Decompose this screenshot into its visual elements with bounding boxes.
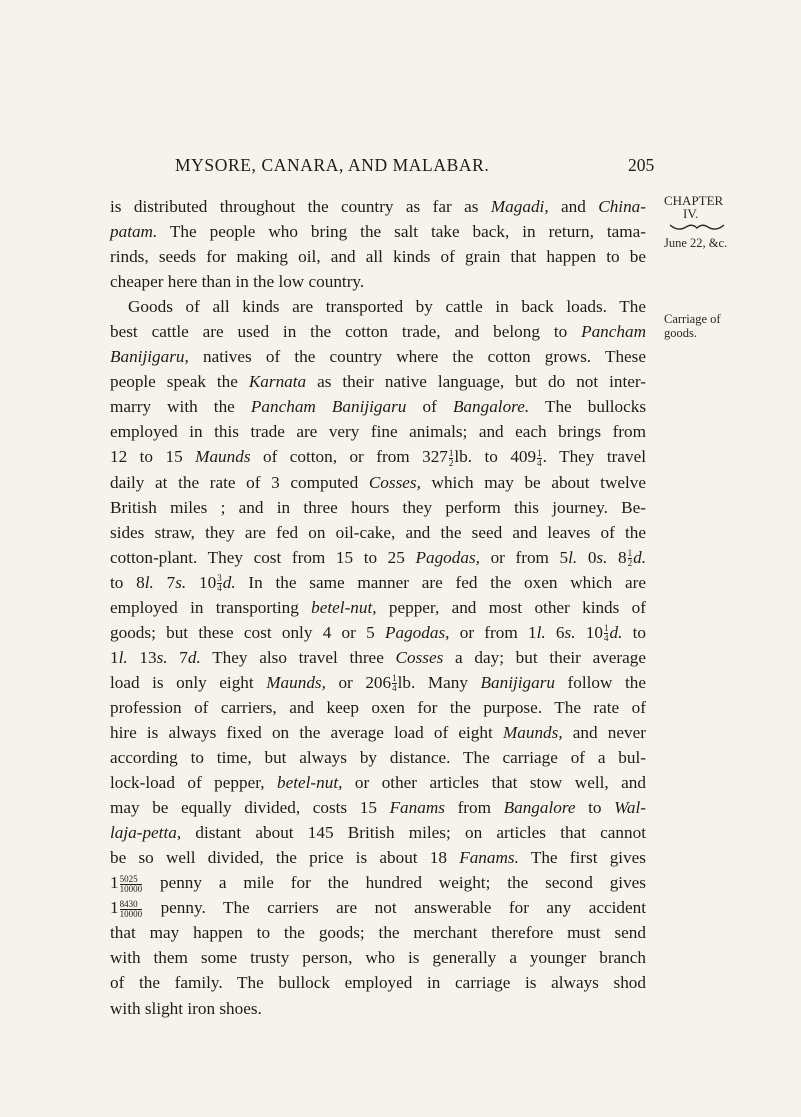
fraction: $\frac{1}{2}$ xyxy=(448,448,454,469)
text-line: rinds, seeds for making oil, and all kinds of grain that happen to be xyxy=(110,247,646,267)
page-number: 205 xyxy=(628,155,655,175)
text-line: according to time, but always by distance. The carriage of a bul- xyxy=(110,748,646,768)
running-title: MYSORE, CANARA, AND MALABAR. xyxy=(175,155,490,175)
text-line: best cattle are used in the cotton trade, and belong to Pancham xyxy=(110,322,646,342)
text-line: Banijigaru, natives of the country where the cotton grows. These xyxy=(110,347,646,367)
text-line: that may happen to the goods; the merchant therefore must send xyxy=(110,923,646,943)
text-line: sides straw, they are fed on oil-cake, and the seed and leaves of the xyxy=(110,522,646,542)
text-line: cheaper here than in the low country. xyxy=(110,272,365,292)
fraction: $\frac{3}{4}$ xyxy=(217,573,222,594)
text-line: cotton-plant. They cost from 15 to 25 Pagodas, or from 5l. 0s. 8 $\frac{1}{2}$ d. xyxy=(110,547,647,569)
chapter-ornament-icon xyxy=(668,222,726,237)
text-line: may be equally divided, costs 15 Fanams from Bangalore to Wal- xyxy=(110,798,646,818)
text-line: Goods of all kinds are transported by cattle in back loads. The xyxy=(128,297,646,317)
text-line: with slight iron shoes. xyxy=(110,998,262,1018)
fraction: $\frac{5025}{10000}$ xyxy=(119,873,143,894)
text-line: 1l. 13s. 7d. They also travel three Cosses a day; but their average xyxy=(110,647,647,667)
chapter-number: IV. xyxy=(683,206,699,221)
text-line: of the family. The bullock employed in carriage is always shod xyxy=(110,973,646,993)
text-line: goods; but these cost only 4 or 5 Pagodas, or from 1l. 6s. 10 $\frac{1}{4}$ d. to xyxy=(110,622,646,644)
text-line: daily at the rate of 3 computed Cosses, which may be about twelve xyxy=(110,472,646,492)
date-note: June 22, &c. xyxy=(664,236,728,250)
text-line: profession of carriers, and keep oxen for the purpose. The rate of xyxy=(110,697,646,717)
body-text xyxy=(110,194,646,1021)
text-line: is distributed throughout the country as far as Magadi, and China- xyxy=(110,197,646,216)
text-line: patam. The people who bring the salt take back, in return, tama- xyxy=(110,222,646,242)
text-line: 1 $\frac{5025}{10000}$ penny a mile for the hundred weight; the second gives xyxy=(110,873,646,894)
text-line: employed in transporting betel-nut, pepper, and most other kinds of xyxy=(110,597,646,617)
fraction: $\frac{1}{4}$ xyxy=(392,673,397,694)
fraction: $\frac{1}{4}$ xyxy=(537,448,542,469)
side-note-carriage: Carriage of goods. xyxy=(664,312,721,340)
text-line: be so well divided, the price is about 18 Fanams. The first gives xyxy=(110,848,646,868)
text-line: with them some trusty person, who is generally a younger branch xyxy=(110,948,646,968)
fraction: $\frac{1}{2}$ xyxy=(627,548,633,569)
text-line: hire is always fixed on the average load of eight Maunds, and never xyxy=(110,722,646,742)
fraction: $\frac{8430}{10000}$ xyxy=(119,898,143,919)
text-line: laja-petta, distant about 145 British miles; on articles that cannot xyxy=(110,823,646,843)
text-line: lock-load of pepper, betel-nut, or other articles that stow well, and xyxy=(110,773,646,793)
chapter-label: CHAPTER xyxy=(664,193,724,208)
text-line: people speak the Karnata as their native language, but do not inter- xyxy=(110,372,646,392)
text-line: marry with the Pancham Banijigaru of Bangalore. The bullocks xyxy=(110,397,647,417)
text-line: British miles ; and in three hours they perform this journey. Be- xyxy=(110,497,646,517)
text-line: load is only eight Maunds, or 206 $\frac{1}{4}$ lb. Many Banijigaru follow the xyxy=(110,672,646,694)
text-line: 1 $\frac{8430}{10000}$ penny. The carriers are not answerable for any accident xyxy=(110,898,646,919)
text-line: 12 to 15 Maunds of cotton, or from 327 $\frac{1}{2}$ lb. to 409 $\frac{1}{4}$ . They travel xyxy=(110,447,646,469)
fraction: $\frac{1}{4}$ xyxy=(603,623,609,644)
text-line: employed in this trade are very fine animals; and each brings from xyxy=(110,422,646,442)
text-line: to 8l. 7s. 10 $\frac{3}{4}$ d. In the same manner are fed the oxen which are xyxy=(110,572,647,594)
